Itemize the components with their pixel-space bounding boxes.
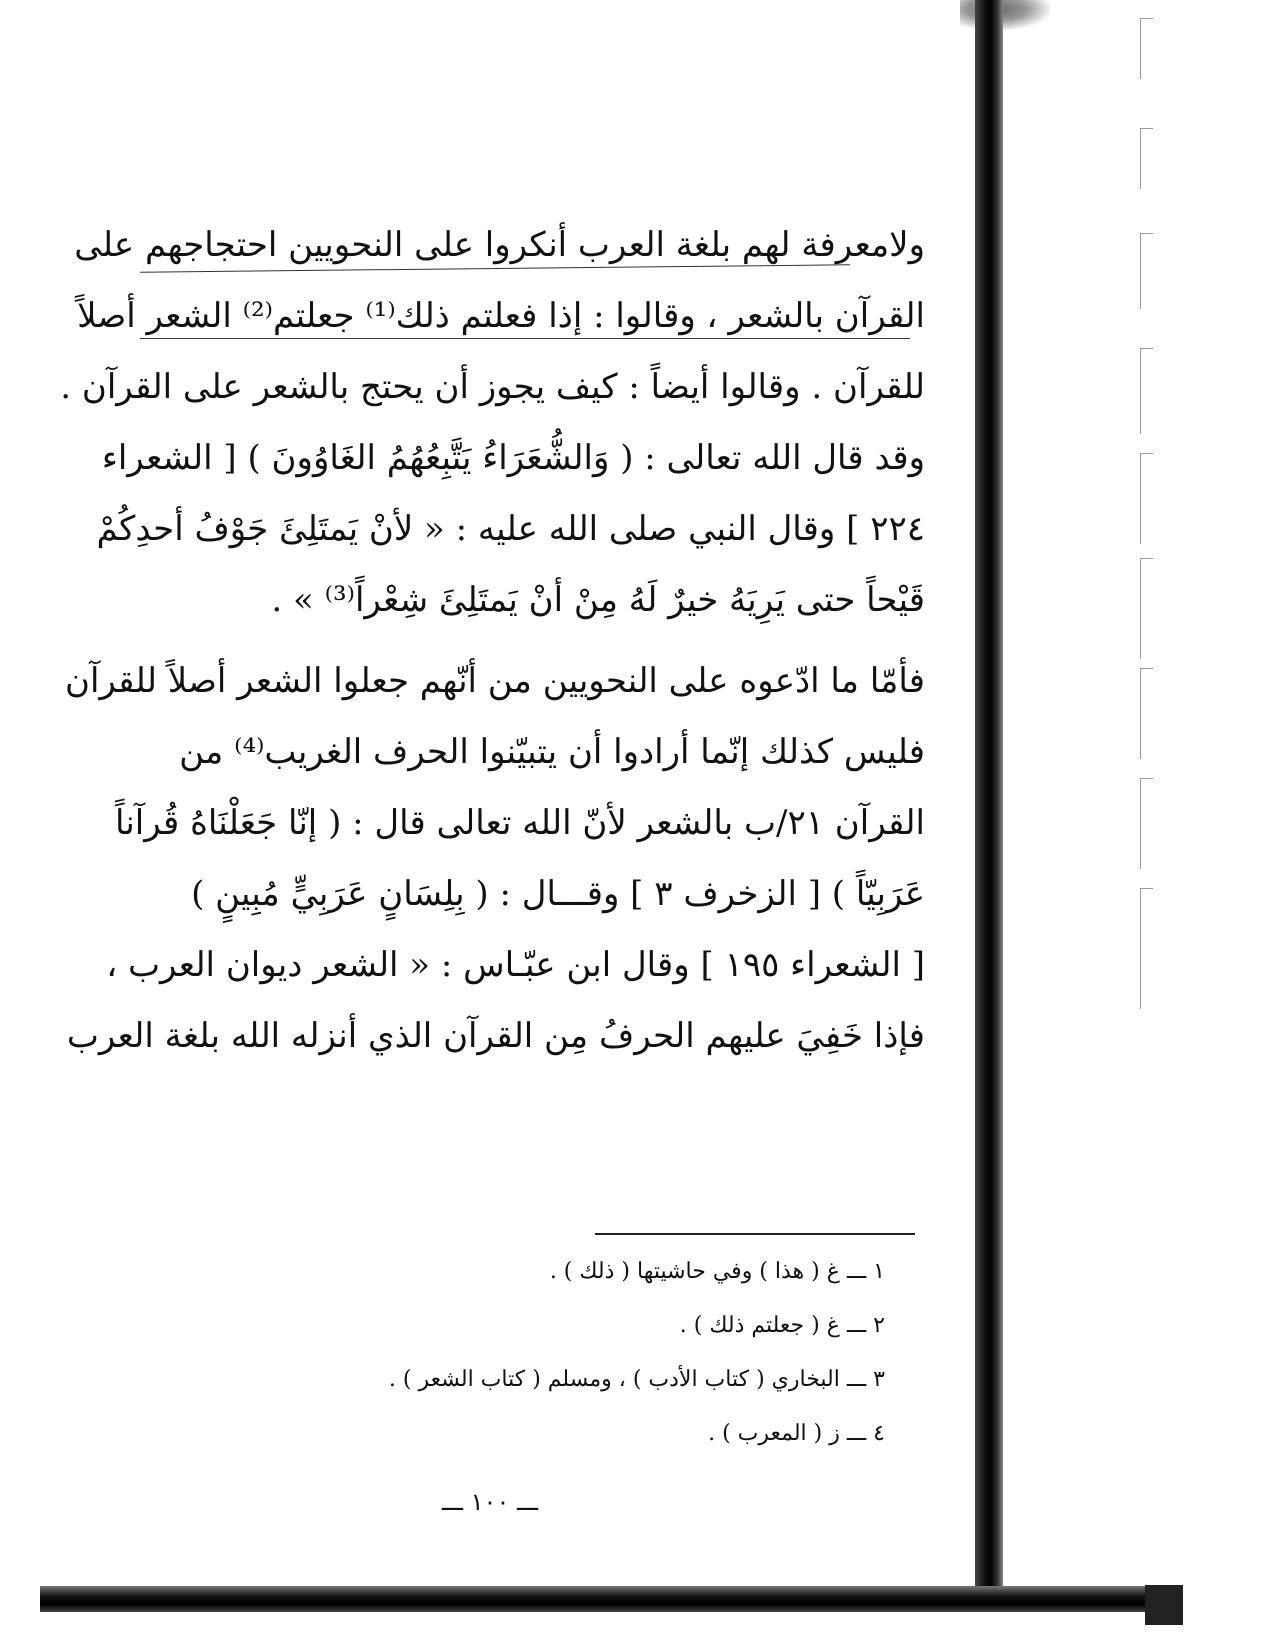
edge-mark [1140, 558, 1153, 659]
text-line: ولامعرفة لهم بلغة العرب أنكروا على النحويين احتجاجهم على [74, 225, 925, 265]
text-line: قَيْحاً حتى يَرِيَهُ خيرٌ لَهُ مِنْ أنْ يَمتَلِئَ شِعْراً⁽³⁾ » . [271, 580, 925, 620]
edge-mark [1140, 778, 1153, 869]
book-spine-shadow [975, 0, 1003, 1600]
binding-shadow-top [960, 0, 1050, 30]
edge-mark [1140, 128, 1153, 189]
text-line: ٢٢٤ ] وقال النبي صلى الله عليه : « لأنْ يَمتَلِئَ جَوْفُ أحدِكُمْ [96, 509, 925, 549]
footnote: ٢ ـــ غ ( جعلتم ذلك ) . [679, 1313, 885, 1338]
text-line: فليس كذلك إنّما أرادوا أن يتبيّنوا الحرف الغريب⁽⁴⁾ من [179, 732, 925, 772]
corner-scan-artifact [1145, 1585, 1183, 1625]
footnote: ٣ ـــ البخاري ( كتاب الأدب ) ، ومسلم ( كتاب الشعر ) . [388, 1367, 885, 1392]
text-line: [ الشعراء ١٩٥ ] وقال ابن عبّـاس : « الشعر ديوان العرب ، [106, 945, 925, 985]
edge-mark [1140, 453, 1153, 544]
bottom-scan-edge [40, 1586, 1160, 1612]
page-number: ـــ ١٠٠ ـــ [441, 1488, 539, 1516]
text-line: للقرآن . وقالوا أيضاً : كيف يجوز أن يحتج بالشعر على القرآن . [60, 367, 925, 407]
text-line: القرآن بالشعر ، وقالوا : إذا فعلتم ذلك⁽¹⁾ جعلتم⁽²⁾ الشعر أصلاً [77, 296, 925, 336]
edge-mark [1140, 888, 1153, 1009]
text-line: وقد قال الله تعالى : ( وَالشُّعَرَاءُ يَتَّبِعُهُمُ الغَاوُونَ ) [ الشعراء [101, 438, 925, 478]
footnote: ١ ـــ غ ( هذا ) وفي حاشيتها ( ذلك ) . [549, 1259, 885, 1284]
text-line: فإذا خَفِيَ عليهم الحرفُ مِن القرآن الذي أنزله الله بلغة العرب [66, 1016, 925, 1056]
footnote-separator [595, 1233, 915, 1235]
edge-mark [1140, 18, 1153, 79]
footnotes [200, 1245, 885, 1461]
text-line: فأمّا ما ادّعوه على النحويين من أنّهم جعلوا الشعر أصلاً للقرآن [64, 661, 925, 701]
edge-mark [1140, 348, 1153, 434]
main-text [60, 210, 925, 1072]
page-edge-artifacts [1140, 18, 1180, 1518]
footnote: ٤ ـــ ز ( المعرب ) . [708, 1421, 885, 1446]
edge-mark [1140, 668, 1153, 759]
edge-mark [1140, 233, 1153, 309]
text-line: القرآن ٢١/ب بالشعر لأنّ الله تعالى قال : ( إنّا جَعَلْنَاهُ قُرآناً [114, 803, 925, 843]
text-line: عَرَبِيّاً ) [ الزخرف ٣ ] وقـــال : ( بِلِسَانٍ عَرَبِيٍّ مُبِينٍ ) [191, 874, 925, 914]
